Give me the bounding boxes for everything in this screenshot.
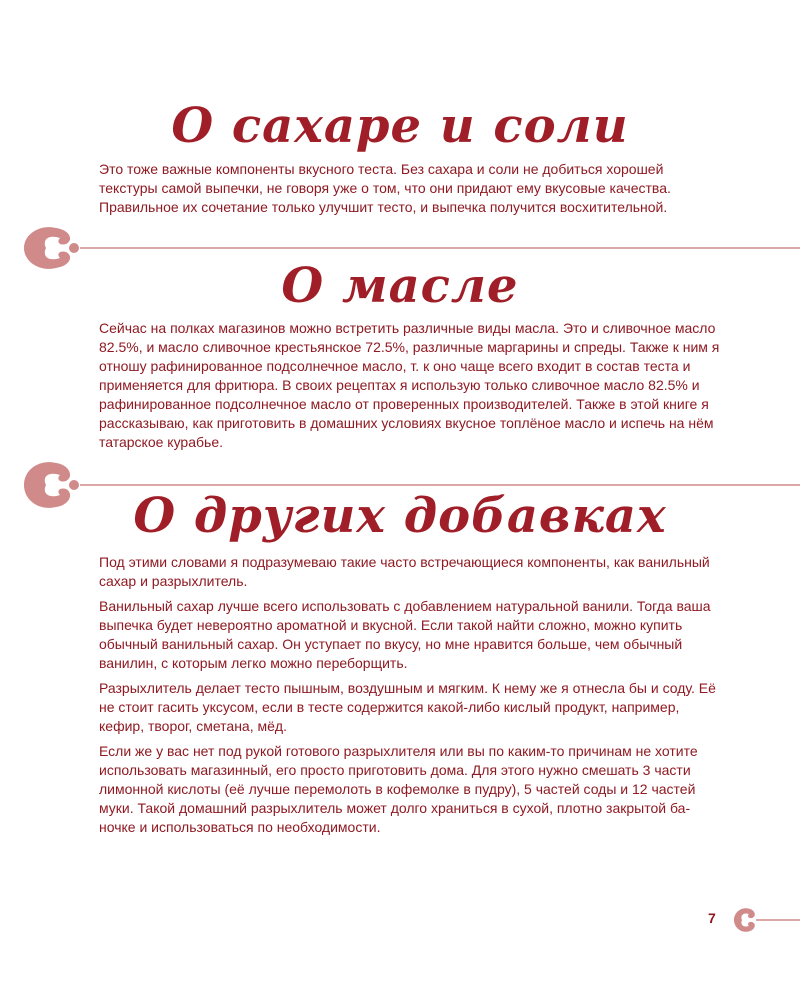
paragraph: Сейчас на полках магазинов можно встретить различные виды масла. Это и сливочное масло 82.5%, и масло сливочное крестьянское 72.5%, различные маргарины и спреды. Также к ним я отношу рафинированное подсолнечное масло, т. к оно чаще всего входит в состав теста и применяется для фритюра. В своих рецептах я использую только сливочное масло 82.5% и рафинированное подсолнечное масло от проверенных производителей. Также в этой книге я рассказываю, как приготовить в домашних условиях вкусное топлёное масло и испечь на нём татарское курабье.	[99, 320, 720, 450]
page-number: 7	[708, 910, 716, 926]
section-title-additives: О других добавках	[133, 488, 667, 544]
paragraph: Ванильный сахар лучше всего использовать с добавлением натуральной ванили. Тогда ваша выпечка будет невероятно ароматной и вкусной. Если такой найти сложно, можно купить обычный ванильный сахар. Он уступает по вкусу, но мне нравится больше, чем обычный ванилин, с которым легко можно переборщить.	[99, 598, 711, 671]
section-title-sugar-salt: О сахаре и соли	[171, 98, 629, 154]
section-title-butter: О масле	[281, 258, 519, 314]
section-body-additives	[99, 553, 721, 843]
paragraph: Разрыхлитель делает тесто пышным, воздушным и мягким. К нему же я отнесла бы и соду. Её не стоит гасить уксусом, если в тесте содержится какой-либо кислый продукт, например, кефир, творог, сметана, мёд.	[99, 680, 716, 734]
section-body-butter	[99, 319, 721, 458]
paragraph: Если же у вас нет под рукой готового разрыхлителя или вы по каким-то причинам не хотите использовать магазинный, его просто приготовить дома. Для этого нужно смешать 3 части лимонной кислоты (её лучше перемолоть в кофемолке в пудру), 5 частей соды и 12 частей муки. Такой домашний разрыхлитель может долго храниться в сухой, плотно закрытой баночке и использоваться по необходимости.	[99, 743, 698, 835]
page-ornament-icon	[728, 900, 800, 940]
paragraph: Под этими словами я подразумеваю такие часто встречающиеся компоненты, как ванильный сахар и разрыхлитель.	[99, 554, 710, 589]
paragraph: Это тоже важные компоненты вкусного теста. Без сахара и соли не добиться хорошей текстуры самой выпечки, не говоря уже о том, что они придают ему вкусовые качества. Правильное их сочетание только улучшит тесто, и выпечка получится восхитительной.	[99, 161, 671, 215]
